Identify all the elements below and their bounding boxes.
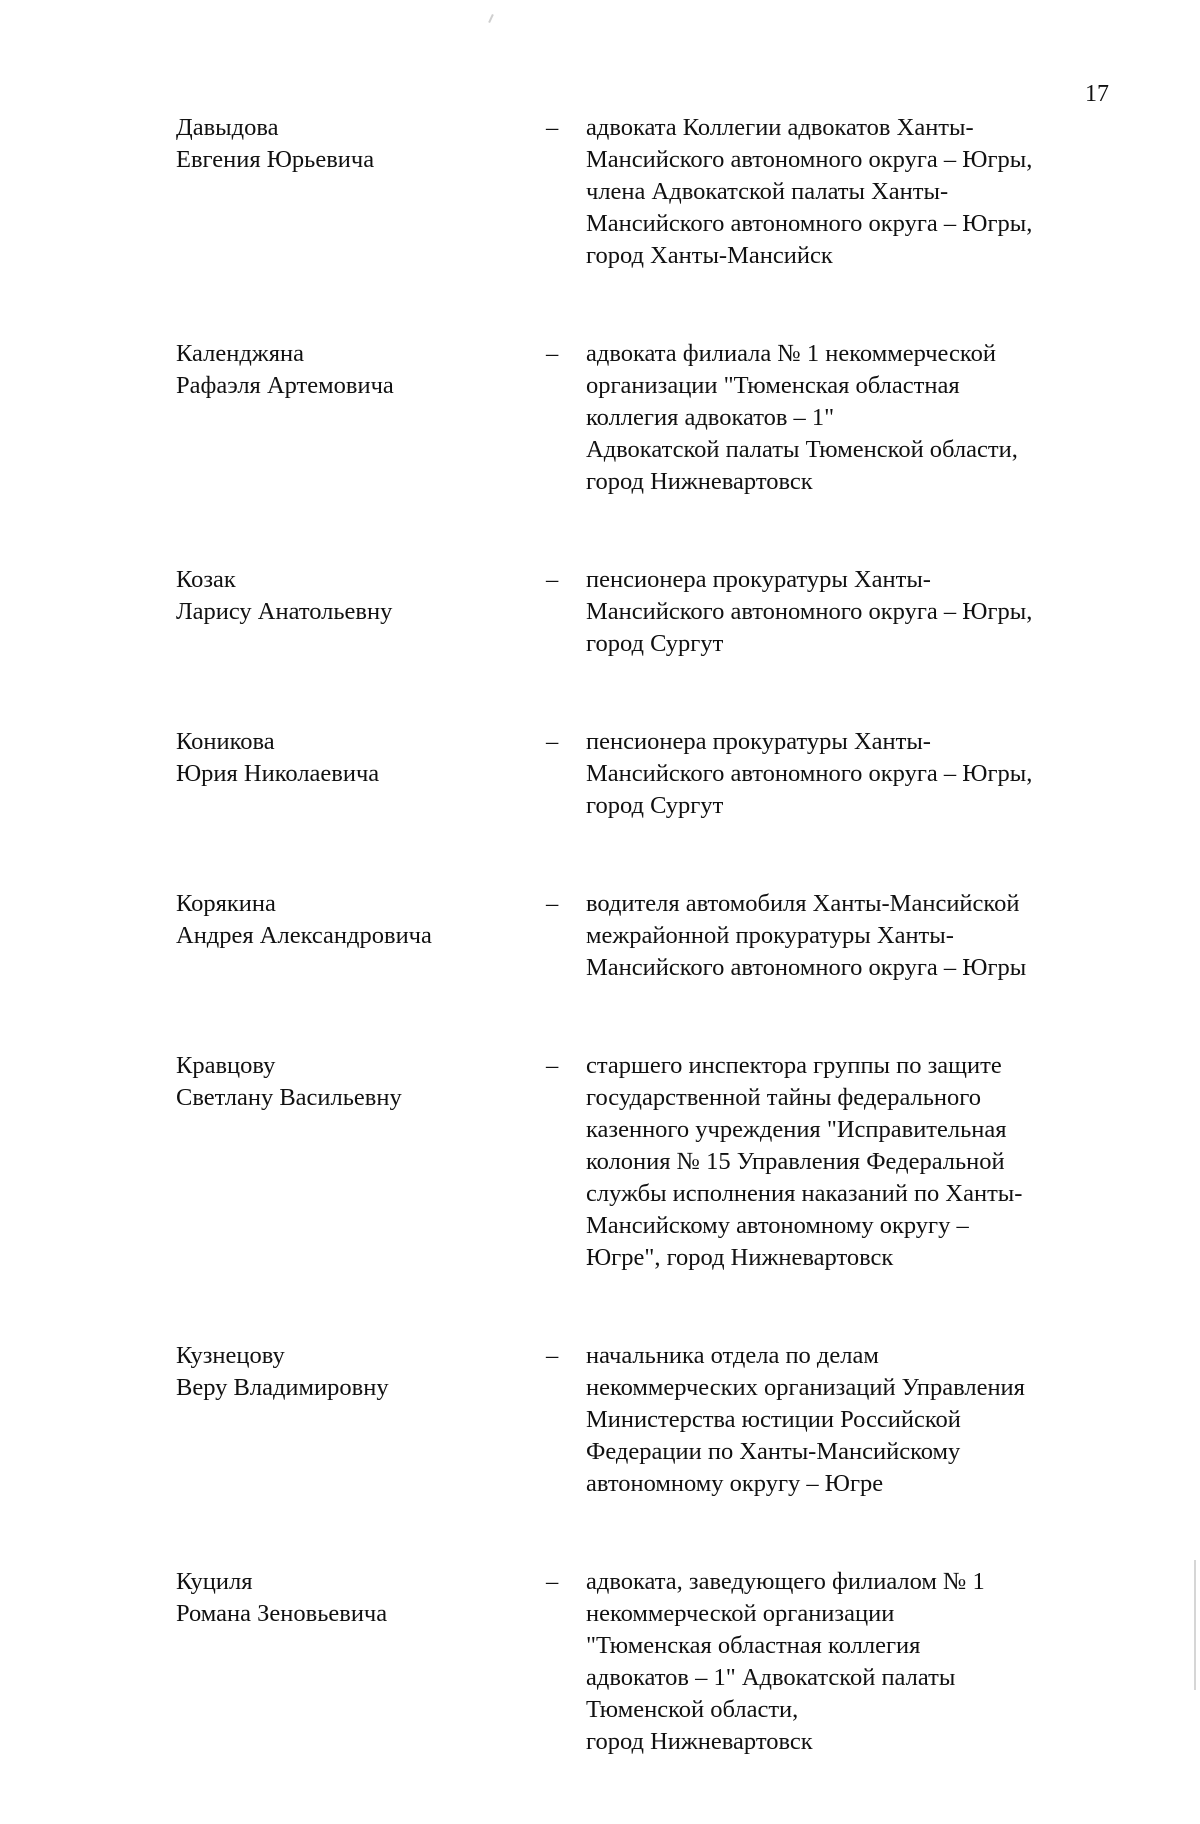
surname: Давыдова [176, 114, 279, 141]
description-line: Адвокатской палаты Тюменской области, [586, 436, 1018, 463]
surname: Коникова [176, 728, 275, 755]
description-line: начальника отдела по делам [586, 1342, 879, 1369]
scan-edge-artifact [1194, 1560, 1196, 1690]
given-names: Евгения Юрьевича [176, 146, 375, 173]
description-line: Мансийского автономного округа – Югры, [586, 760, 1033, 787]
given-names: Веру Владимировну [176, 1374, 389, 1401]
description-line: водителя автомобиля Ханты-Мансийской [586, 890, 1020, 917]
page-number: 17 [1085, 81, 1109, 107]
list-item [176, 888, 1110, 984]
dash-separator: – [546, 728, 559, 755]
person-name [176, 888, 546, 952]
position-description [586, 1050, 1110, 1274]
description-line: пенсионера прокуратуры Ханты- [586, 566, 931, 593]
description-line: адвоката, заведующего филиалом № 1 [586, 1568, 985, 1595]
description-line: члена Адвокатской палаты Ханты- [586, 178, 949, 205]
position-description [586, 338, 1110, 498]
dash-separator: – [546, 1342, 559, 1369]
description-line: службы исполнения наказаний по Ханты- [586, 1180, 1023, 1207]
description-line: Мансийского автономного округа – Югры [586, 954, 1027, 981]
description-line: организации "Тюменская областная [586, 372, 960, 399]
description-line: Мансийского автономного округа – Югры, [586, 146, 1033, 173]
list-item [176, 1566, 1110, 1758]
description-line: Мансийскому автономному округу – [586, 1212, 969, 1239]
description-line: государственной тайны федерального [586, 1084, 981, 1111]
surname: Кузнецову [176, 1342, 285, 1369]
person-name [176, 1566, 546, 1630]
description-line: город Нижневартовск [586, 1728, 813, 1755]
given-names: Рафаэля Артемовича [176, 372, 394, 399]
given-names: Светлану Васильевну [176, 1084, 402, 1111]
description-line: "Тюменская областная коллегия [586, 1632, 921, 1659]
position-description [586, 564, 1110, 660]
list-item [176, 112, 1110, 272]
surname: Кравцову [176, 1052, 276, 1079]
description-line: коллегия адвокатов – 1" [586, 404, 835, 431]
person-name [176, 112, 546, 176]
description-line: казенного учреждения "Исправительная [586, 1116, 1007, 1143]
description-line: Тюменской области, [586, 1696, 799, 1723]
person-name [176, 564, 546, 628]
scan-artifact [488, 14, 494, 23]
surname: Календжяна [176, 340, 304, 367]
description-line: город Ханты-Мансийск [586, 242, 833, 269]
list-item [176, 1340, 1110, 1500]
dash-separator: – [546, 114, 559, 141]
description-line: Югре", город Нижневартовск [586, 1244, 894, 1271]
dash-separator: – [546, 1568, 559, 1595]
description-line: межрайонной прокуратуры Ханты- [586, 922, 954, 949]
dash-separator: – [546, 340, 559, 367]
description-line: город Нижневартовск [586, 468, 813, 495]
surname: Корякина [176, 890, 276, 917]
dash-separator: – [546, 1052, 559, 1079]
person-name [176, 726, 546, 790]
given-names: Ларису Анатольевну [176, 598, 393, 625]
position-description [586, 1566, 1110, 1758]
description-line: автономному округу – Югре [586, 1470, 884, 1497]
description-line: Мансийского автономного округа – Югры, [586, 210, 1033, 237]
position-description [586, 726, 1110, 822]
dash-separator: – [546, 890, 559, 917]
description-line: Федерации по Ханты-Мансийскому [586, 1438, 961, 1465]
position-description [586, 112, 1110, 272]
surname: Куциля [176, 1568, 253, 1595]
list-item [176, 564, 1110, 660]
description-line: некоммерческих организаций Управления [586, 1374, 1025, 1401]
description-line: адвоката Коллегии адвокатов Ханты- [586, 114, 974, 141]
given-names: Юрия Николаевича [176, 760, 380, 787]
dash-separator: – [546, 566, 559, 593]
description-line: город Сургут [586, 630, 724, 657]
description-line: некоммерческой организации [586, 1600, 895, 1627]
position-description [586, 1340, 1110, 1500]
position-description [586, 888, 1110, 984]
description-line: старшего инспектора группы по защите [586, 1052, 1002, 1079]
person-name [176, 1050, 546, 1114]
description-line: пенсионера прокуратуры Ханты- [586, 728, 931, 755]
description-line: адвоката филиала № 1 некоммерческой [586, 340, 996, 367]
given-names: Андрея Александровича [176, 922, 432, 949]
person-name [176, 338, 546, 402]
person-name [176, 1340, 546, 1404]
description-line: колония № 15 Управления Федеральной [586, 1148, 1005, 1175]
description-line: Министерства юстиции Российской [586, 1406, 961, 1433]
description-line: город Сургут [586, 792, 724, 819]
list-item [176, 338, 1110, 498]
description-line: адвокатов – 1" Адвокатской палаты [586, 1664, 956, 1691]
surname: Козак [176, 566, 236, 593]
appointee-list [176, 112, 1110, 1824]
list-item [176, 726, 1110, 822]
given-names: Романа Зеновьевича [176, 1600, 388, 1627]
description-line: Мансийского автономного округа – Югры, [586, 598, 1033, 625]
list-item [176, 1050, 1110, 1274]
